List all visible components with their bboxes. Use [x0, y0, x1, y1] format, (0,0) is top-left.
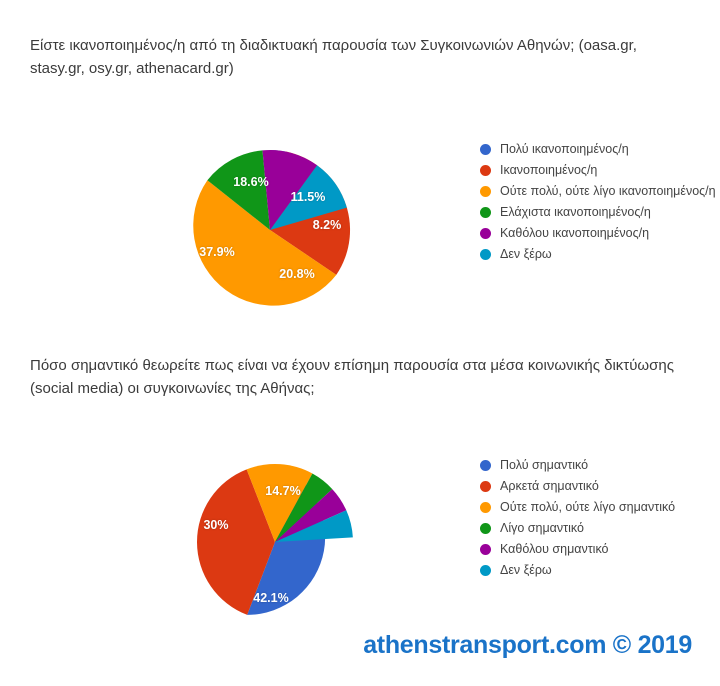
- pie-svg-2: [175, 450, 375, 635]
- legend-label: Καθόλου ικανοποιημένος/η: [500, 226, 650, 240]
- slice-label-2-1: 30%: [203, 518, 229, 532]
- watermark: athenstransport.com © 2019: [363, 631, 692, 659]
- pie-chart-1: [0, 120, 720, 330]
- slice-label-1-5: 8.2%: [312, 218, 342, 232]
- question-text-1: Είστε ικανοποιημένος/η από τη διαδικτυακή παρουσία των Συγκοινωνιών Αθηνών; (oasa.gr, stasy.gr, osy.gr, athenacard.gr): [30, 37, 637, 78]
- pie-chart-2: [0, 440, 720, 640]
- legend-item: [480, 226, 716, 240]
- legend-item: [480, 184, 716, 198]
- legend-dot-icon: [480, 249, 491, 260]
- legend-dot-icon: [480, 481, 491, 492]
- pie-svg-1: [160, 130, 380, 330]
- legend-label: Καθόλου σημαντικό: [500, 542, 609, 556]
- legend-item: [480, 247, 716, 261]
- legend-item: [480, 542, 675, 556]
- slice-label-1-4: 11.5%: [290, 190, 326, 204]
- legend-item: [480, 563, 675, 577]
- slice-label-2-0: 42.1%: [253, 591, 289, 605]
- pie-graphic-2: [175, 450, 375, 635]
- legend-dot-icon: [480, 228, 491, 239]
- legend-item: [480, 142, 716, 156]
- legend-label: Αρκετά σημαντικό: [500, 479, 599, 493]
- legend-dot-icon: [480, 544, 491, 555]
- legend-label: Πολύ σημαντικό: [500, 458, 589, 472]
- legend-dot-icon: [480, 502, 491, 513]
- legend-item: [480, 500, 675, 514]
- legend-dot-icon: [480, 565, 491, 576]
- legend-label: Πολύ ικανοποιημένος/η: [500, 142, 629, 156]
- legend-label: Δεν ξέρω: [500, 247, 552, 261]
- legend-dot-icon: [480, 460, 491, 471]
- slice-label-1-1: 20.8%: [279, 267, 315, 281]
- legend-label: Ελάχιστα ικανοποιημένος/η: [500, 205, 651, 219]
- legend-dot-icon: [480, 186, 491, 197]
- legend-item: [480, 479, 675, 493]
- slice-label-1-2: 37.9%: [199, 245, 235, 259]
- slice-label-2-2: 14.7%: [265, 484, 301, 498]
- legend-label: Ούτε πολύ, ούτε λίγο ικανοποιημένος/η: [500, 184, 716, 198]
- legend-dot-icon: [480, 523, 491, 534]
- legend-dot-icon: [480, 165, 491, 176]
- pie-graphic-1: [160, 130, 380, 330]
- legend-item: [480, 458, 675, 472]
- legend-label: Ούτε πολύ, ούτε λίγο σημαντικό: [500, 500, 676, 514]
- legend-1: [480, 142, 716, 268]
- legend-label: Λίγο σημαντικό: [500, 521, 584, 535]
- legend-label: Δεν ξέρω: [500, 563, 552, 577]
- legend-item: [480, 205, 716, 219]
- legend-dot-icon: [480, 207, 491, 218]
- legend-item: [480, 163, 716, 177]
- legend-2: [480, 458, 675, 584]
- legend-dot-icon: [480, 144, 491, 155]
- slice-label-1-3: 18.6%: [233, 175, 269, 189]
- legend-item: [480, 521, 675, 535]
- question-text-2: Πόσο σημαντικό θεωρείτε πως είναι να έχουν επίσημη παρουσία στα μέσα κοινωνικής δικτύωσης (social media) οι συγκοινωνίες της Αθήνας;: [30, 357, 674, 398]
- legend-label: Ικανοποιημένος/η: [500, 163, 598, 177]
